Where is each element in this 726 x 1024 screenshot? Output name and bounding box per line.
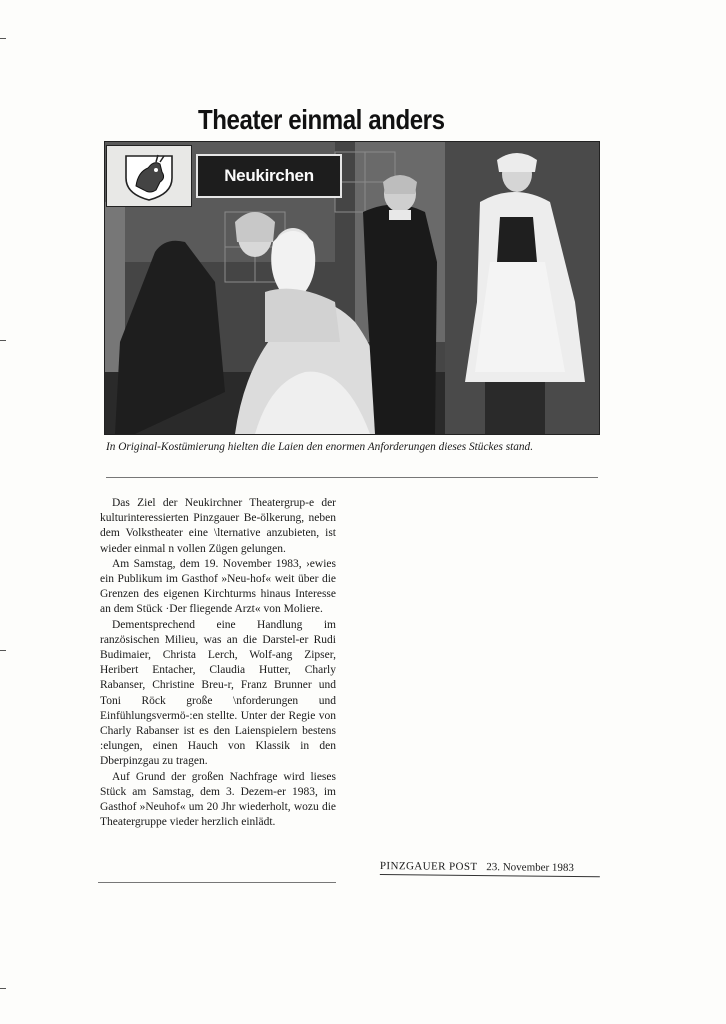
scan-edge-mark	[0, 650, 6, 651]
article-paragraph: Das Ziel der Neukirchner Theatergrup-e der kulturinteressierten Pinzgauer Be-ölkerung, neben dem Volkstheater eine \lternative anzubieten, ist wieder einmal n vollen Zügen gelungen.	[100, 497, 336, 555]
scan-edge-mark	[0, 340, 6, 341]
caption-divider	[106, 477, 598, 478]
photo-caption: In Original-Kostümierung hielten die Laien den enormen Anforderungen dieses Stückes stand.	[106, 441, 534, 453]
scan-edge-mark	[0, 988, 6, 989]
section-rubric	[106, 146, 342, 206]
publication-date: 23. November 1983	[486, 861, 575, 875]
coat-of-arms-icon	[120, 150, 178, 202]
crest-box	[106, 145, 192, 207]
article-paragraph: Dementsprechend eine Handlung im ranzösischen Milieu, was an die Darstel-er Rudi Budimaier, Christa Lerch, Wolf-ang Zipser, Heribert Entacher, Claudia Hutter, Charly Rabanser, Christine Breu-r, Franz Brunner und Toni Röck große \nforderungen und Einfühlungsvermö-:en stellte. Unter der Regie von Charly Rabanser ist es den Laienspielern bestens :elungen, einen Hauch von Klassik in den Dberpinzgau zu tragen.	[100, 618, 336, 768]
scan-edge-mark	[0, 38, 6, 39]
article-bottom-rule	[98, 882, 336, 883]
article-paragraph: Auf Grund der großen Nachfrage wird lieses Stück am Samstag, dem 3. Dezem-er 1983, im Gasthof »Neuhof« um 20 Jhr wiederholt, wozu die Theatergruppe vieder herzlich einlädt.	[100, 770, 336, 829]
article-body	[100, 496, 336, 830]
article-headline: Theater einmal anders	[198, 104, 445, 135]
article-paragraph: Am Samstag, dem 19. November 1983, ›ewies ein Publikum im Gasthof »Neu-hof« weit über die Grenzen des eigenen Kirchturms hinaus Interesse an dem Stück ·Der fliegende Arzt« von Moliere.	[100, 557, 336, 616]
place-name-banner: Neukirchen	[196, 154, 342, 198]
publication-name: PINZGAUER POST	[379, 860, 478, 874]
source-line	[380, 860, 600, 877]
